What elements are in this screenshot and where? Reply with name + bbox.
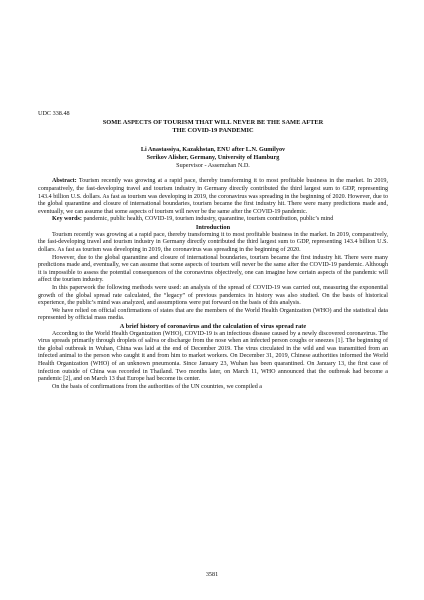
keywords-text: pandemic, public health, COVID-19, tourism industry, quarantine, tourism contribution, public’s mind [83,216,334,223]
intro-paragraph-1: Tourism recently was growing at a rapid pace, thereby transforming it to most profitable business in the market. In 2019, comparatively, the fast-developing travel and tourism industry in Germany directly contributed the third largest sum to GDP, representing 143.4 billion U.S. dollars. As fast as tourism was developing in 2019, the coronavirus was spreading in the beginning of 2020. [38,231,388,253]
title-line-1: SOME ASPECTS OF TOURISM THAT WILL NEVER BE THE SAME AFTER [102,119,324,126]
intro-paragraph-2: However, due to the global quarantine and closure of international boundaries, tourism became the first industry hit. There were many predictions made and, eventually, we can assume that some aspects of tourism will never be the same after the COVID-19 pandemic. Although it is impossible to assess the potential consequences of the coronavirus objectively, one can imagine how certain aspects of the pandemic will affect the tourism industry. [38,254,388,284]
abstract-text: Tourism recently was growing at a rapid pace, thereby transforming it to most profitable business in the market. In 2019, comparatively, the fast-developing travel and tourism industry in Germany directly contributed the third largest sum to GDP, representing 143.4 billion U.S. dollars. As fast as tourism was developing in 2019, the coronavirus was spreading in the beginning of 2020. However, due to the global quarantine and closure of international boundaries, tourism became the first industry hit. There were many predictions made and, eventually, we can assume that some aspects of tourism will never be the same after the COVID-19 pandemic. [38,178,388,215]
keywords-label: Key words: [52,216,82,223]
intro-paragraph-3: In this paperwork the following methods were used: an analysis of the spread of COVID-19 was carried out, measuring the exponential growth of the global spread rate calculated, the “legacy” of previous pandemics in history was also studied. On the basis of historical experience, the public’s mind was analyzed, and assumptions were put forward on the basis of this analysis. [38,284,388,307]
udc-code: UDC 338.48 [38,110,70,117]
introduction-heading: Introduction [195,223,231,231]
intro-paragraph-4: We have relied on official confirmations of states that are the members of the World Health Organization (WHO) and the statistical data represented by official mass media. [38,307,388,322]
supervisor-line: Supervisor - Assemzhan N.D. [176,162,250,170]
author-line-1: Li Anastassiya, Kazakhstan, ENU after L.N. Gumilyov [140,146,286,154]
paper-page [38,110,388,391]
abstract-label: Abstract: [52,178,77,185]
history-heading: A brief history of coronavirus and the calculation of virus spread rate [119,322,307,330]
author-block [38,146,388,170]
page-number: 3581 [205,571,219,578]
history-paragraph-1: According to the World Health Organization (WHO), COVID-19 is an infectious disease caused by a newly discovered coronavirus. The virus spreads primarily through droplets of saliva or discharge from the nose when an infected person coughs or sneezes [1]. The beginning of the global outbreak in Wuhan, China was laid at the end of December 2019. The virus circulated in the wild and was transmitted from an infected animal to the person who caught it and from him to market workers. On December 31, 2019, Chinese authorities informed the World Health Organization (WHO) of an unknown pneumonia. Since January 23, Wuhan has been quarantined. On January 13, the first case of infection outside of China was recorded in Thailand. Two months later, on March 11, WHO announced that the outbreak had become a pandemic [2], and on March 13 that Europe had become its center. [38,330,388,383]
author-line-2: Serikov Alisher, Germany, University of Hamburg [146,154,280,162]
history-paragraph-2: On the basis of confirmations from the authorities of the UN countries, we compiled a [52,383,263,390]
title-line-2: THE COVID-19 PANDEMIC [172,127,254,135]
abstract [38,178,388,216]
paper-title [38,119,388,135]
keywords [38,216,388,224]
